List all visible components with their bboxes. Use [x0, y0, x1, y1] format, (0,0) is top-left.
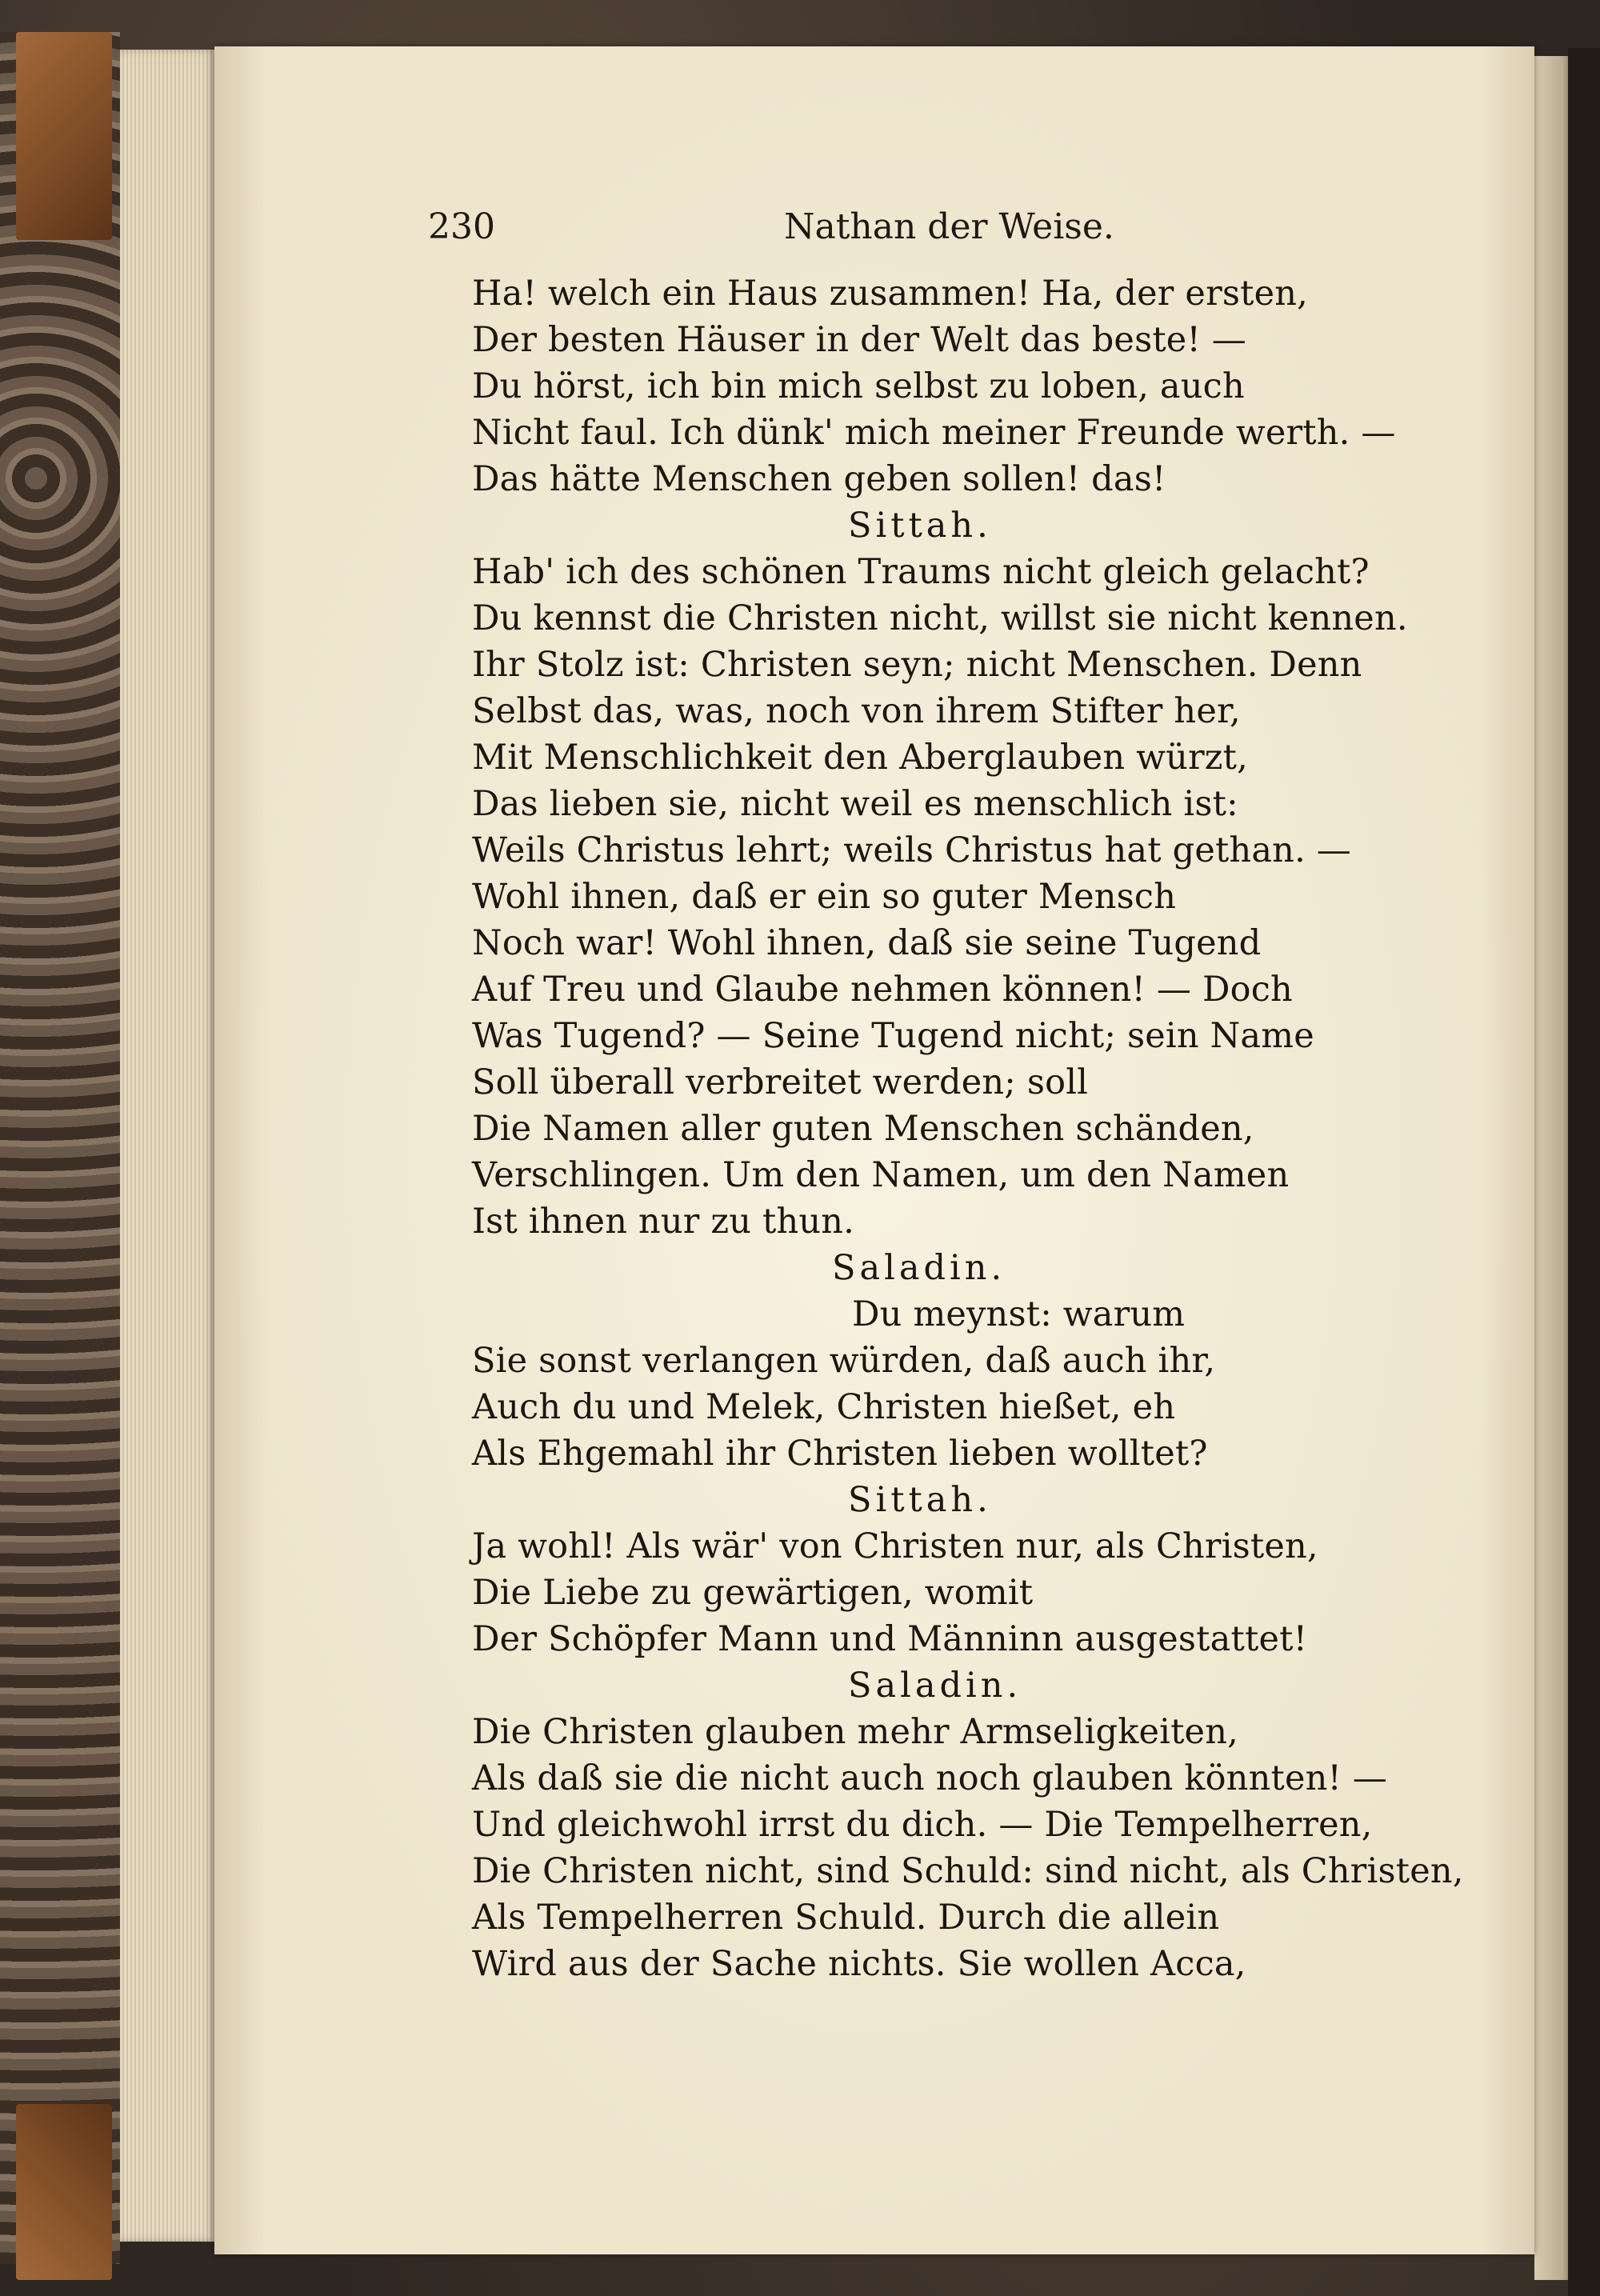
verse-line: Ihr Stolz ist: Christen seyn; nicht Menschen. Denn [472, 645, 1362, 685]
verse-line: Das lieben sie, nicht weil es menschlich ist: [472, 784, 1238, 824]
leather-corner-top [16, 32, 112, 240]
verse-line: Als Ehgemahl ihr Christen lieben wolltet? [472, 1434, 1208, 1474]
running-title: Nathan der Weise. [784, 206, 1114, 247]
verse-line: Ist ihnen nur zu thun. [472, 1202, 855, 1242]
speaker-name: Sittah. [848, 1480, 992, 1520]
verse-line: Verschlingen. Um den Namen, um den Namen [472, 1155, 1290, 1195]
marbled-cover-edge [0, 32, 120, 2264]
page-number: 230 [428, 206, 495, 247]
verse-line: Die Christen glauben mehr Armseligkeiten, [472, 1712, 1238, 1752]
verse-line: Weils Christus lehrt; weils Christus hat gethan. — [472, 830, 1352, 870]
verse-line: Auf Treu und Glaube nehmen können! — Doch [472, 970, 1293, 1010]
speaker-name: Sittah. [848, 506, 992, 546]
verse-line: Hab' ich des schönen Traums nicht gleich gelacht? [472, 552, 1370, 592]
verse-line: Und gleichwohl irrst du dich. — Die Tempelherren, [472, 1805, 1373, 1845]
verse-line: Du hörst, ich bin mich selbst zu loben, auch [472, 366, 1245, 406]
verse-line: Die Liebe zu gewärtigen, womit [472, 1573, 1034, 1613]
verse-line: Ha! welch ein Haus zusammen! Ha, der ersten, [472, 274, 1308, 314]
leather-corner-bottom [16, 2104, 112, 2280]
verse-line: Du meynst: warum [852, 1294, 1186, 1334]
verse-line: Auch du und Melek, Christen hießet, eh [472, 1387, 1176, 1427]
verse-line: Nicht faul. Ich dünk' mich meiner Freunde werth. — [472, 413, 1396, 453]
verse-line: Du kennst die Christen nicht, willst sie nicht kennen. [472, 598, 1408, 638]
verse-line: Was Tugend? — Seine Tugend nicht; sein Name [472, 1016, 1314, 1056]
verse-line: Der Schöpfer Mann und Männinn ausgestattet! [472, 1619, 1308, 1659]
verse-line: Wohl ihnen, daß er ein so guter Mensch [472, 877, 1177, 917]
verse-line: Wird aus der Sache nichts. Sie wollen Acca, [472, 1944, 1246, 1984]
verse-line: Ja wohl! Als wär' von Christen nur, als Christen, [472, 1526, 1318, 1566]
book-spine [1568, 48, 1600, 2296]
verse-line: Die Christen nicht, sind Schuld: sind nicht, als Christen, [472, 1851, 1464, 1891]
verse-line: Das hätte Menschen geben sollen! das! [472, 459, 1166, 499]
speaker-name: Saladin. [848, 1666, 1022, 1706]
speaker-name: Saladin. [832, 1248, 1006, 1288]
verse-line: Sie sonst verlangen würden, daß auch ihr, [472, 1341, 1216, 1381]
verse-line: Als daß sie die nicht auch noch glauben könnten! — [472, 1758, 1388, 1798]
verse-line: Mit Menschlichkeit den Aberglauben würzt, [472, 738, 1248, 778]
verse-line: Soll überall verbreitet werden; soll [472, 1062, 1089, 1102]
verse-line: Selbst das, was, noch von ihrem Stifter her, [472, 691, 1241, 731]
verse-line: Noch war! Wohl ihnen, daß sie seine Tugend [472, 923, 1262, 963]
verse-line: Der besten Häuser in der Welt das beste! — [472, 320, 1247, 360]
page-edges [120, 50, 216, 2242]
verse-line: Die Namen aller guten Menschen schänden, [472, 1109, 1254, 1149]
verse-line: Als Tempelherren Schuld. Durch die allein [472, 1898, 1220, 1938]
